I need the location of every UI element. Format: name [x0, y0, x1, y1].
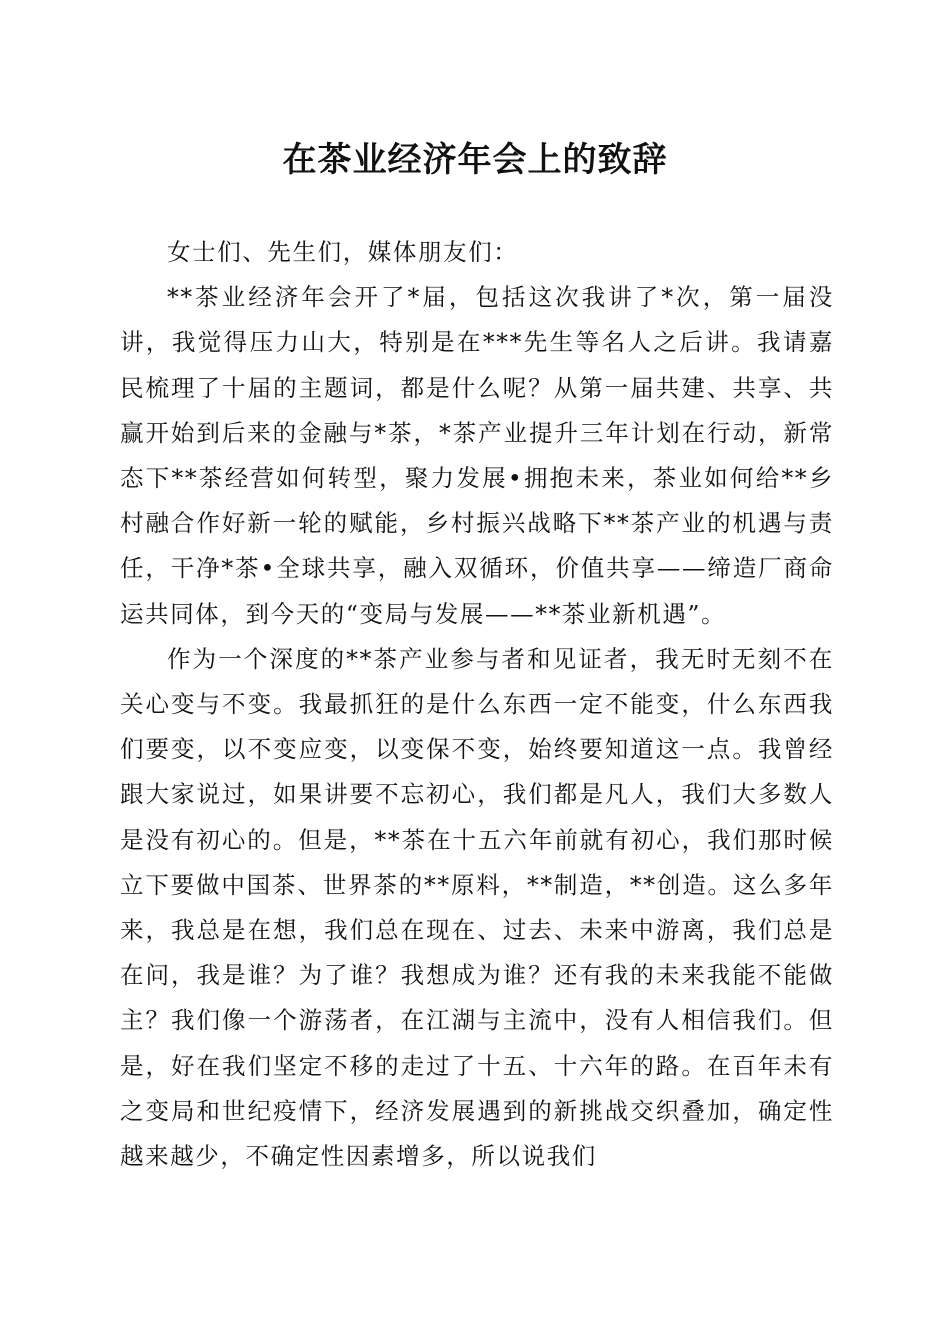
salutation: 女士们、先生们，媒体朋友们：	[167, 238, 519, 266]
paragraph-2: 作为一个深度的**茶产业参与者和见证者，我无时无刻不在关心变与不变。我最抓狂的是什么东西一定不能变，什么东西我们要变，以不变应变，以变保不变，始终要知道这一点。我曾经跟大家说过，如果讲要不忘初心，我们都是凡人，我们大多数人是没有初心的。但是，**茶在十五六年前就有初心，我们那时候立下要做中国茶、世界茶的**原料，**制造，**创造。这么多年来，我总是在想，我们总在现在、过去、未来中游离，我们总是在问，我是谁？为了谁？我想成为谁？还有我的未来我能不能做主？我们像一个游荡者，在江湖与主流中，没有人相信我们。但是，好在我们坚定不移的走过了十五、十六年的路。在百年未有之变局和世纪疫情下，经济发展遇到的新挑战交织叠加，确定性越来越少，不确定性因素增多，所以说我们	[120, 644, 834, 1171]
document-body	[120, 230, 834, 1179]
paragraph-1: **茶业经济年会开了*届，包括这次我讲了*次，第一届没讲，我觉得压力山大，特别是在***先生等名人之后讲。我请嘉民梳理了十届的主题词，都是什么呢？从第一届共建、共享、共赢开始到后来的金融与*茶，*茶产业提升三年计划在行动，新常态下**茶经营如何转型，聚力发展•拥抱未来，茶业如何给**乡村融合作好新一轮的赋能，乡村振兴战略下**茶产业的机遇与责任，干净*茶•全球共享，融入双循环，价值共享——缔造厂商命运共同体，到今天的“变局与发展——**茶业新机遇”。	[120, 283, 834, 628]
document-title: 在茶业经济年会上的致辞	[282, 140, 668, 180]
